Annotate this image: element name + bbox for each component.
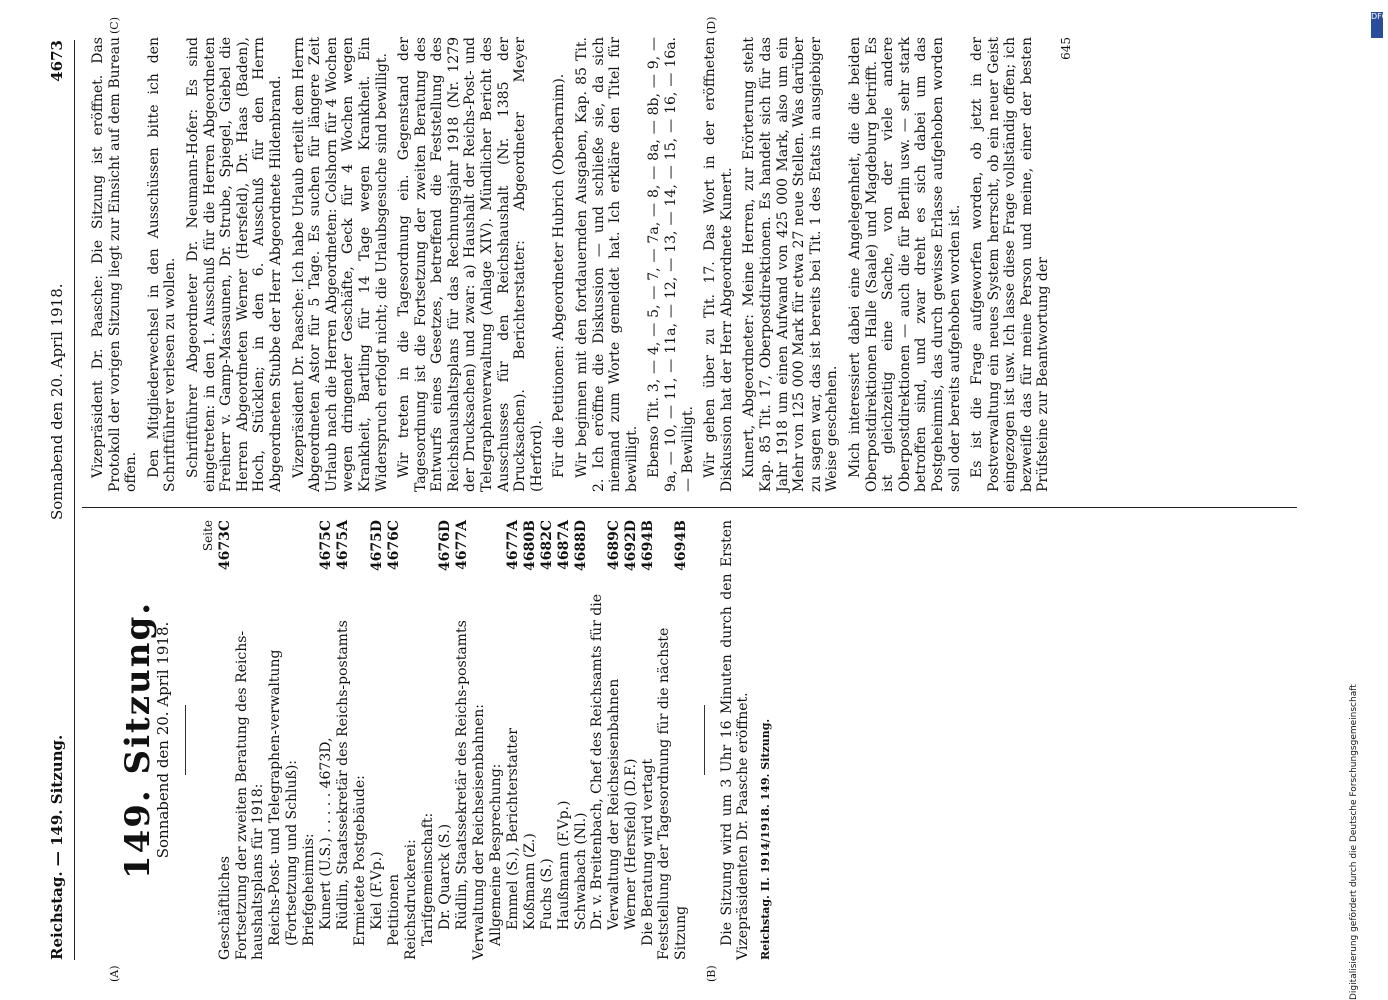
toc-entry-text: Dr. Quarck (S.)	[436, 823, 453, 930]
toc-entry	[470, 520, 487, 960]
toc-entry-text: Dr. v. Breitenbach, Chef des Reichsamts für die Verwaltung der Reichseisenbahnen	[589, 589, 622, 930]
toc-entry	[300, 520, 317, 960]
toc-entry	[622, 520, 639, 960]
toc-entry-text: Reichsdruckerei:	[402, 839, 419, 960]
toc-entry-text: Verwaltung der Reichseisenbahnen:	[470, 703, 487, 960]
toc-entry-page: 4675D	[368, 520, 385, 572]
toc-entry	[555, 520, 572, 960]
dfg-logo: DFG	[1371, 12, 1383, 38]
page-footer: Reichstag. II. 1914/1918. 149. Sitzung.	[758, 718, 772, 960]
toc-entry	[521, 520, 538, 960]
toc-entry	[572, 520, 589, 960]
margin-mark-c: (C)	[108, 17, 121, 34]
toc-entry-page: 4692D	[622, 520, 639, 572]
body-paragraph: Es ist die Frage aufgeworfen worden, ob jetzt in der Postverwaltung ein neues System herrscht, ob ein neuer Geist eingezogen ist usw. Ich lasse diese Frage vollständig offen; ich bezweifle das für meine Person und meine, einer der besten Prüfsteine zur Beantwortung der	[969, 37, 1052, 492]
toc-entry-page: 4677A	[453, 520, 470, 570]
toc-entry-page: 4676C	[385, 520, 402, 571]
toc-entry-page: 4673C	[217, 520, 234, 571]
body-paragraph: Mich interessiert dabei eine Angelegenheit, die die beiden Oberpostdirektionen Halle (Saale) und Magdeburg betrifft. Es ist gleichzeitig eine Sache, von der viele andere Oberpostdirektionen — auch die für Berlin usw. — sehr stark betroffen sind, und zwar dreht es sich dabei um das Postgeheimnis, das durch gewisse Erlasse aufgehoben worden soll oder bereits aufgehoben worden ist.	[846, 37, 963, 492]
opening-statement: Die Sitzung wird um 3 Uhr 16 Minuten durch den Ersten Vizepräsidenten Dr. Paasche eröffnet.	[718, 520, 752, 960]
toc-entry	[351, 520, 368, 960]
toc-entry	[419, 520, 436, 960]
toc-entry-text: Haußmann (F.Vp.)	[555, 800, 572, 930]
toc-entry	[267, 520, 300, 960]
toc-entry-page: 4694B	[672, 520, 689, 571]
body-paragraph: Wir treten in die Tagesordnung ein. Gegenstand der Tagesordnung ist die Fortsetzung der zweiten Beratung des Entwurfs eines Gesetzes, betreffend die Feststellung des Reichshaushaltsplans für das Rechnungsjahr 1918 (Nr. 1279 der Drucksachen) und zwar: a) Haushalt der Reichs-Post- und Telegraphenverwaltung (Anlage XIV). Mündlicher Bericht des Ausschusses für den Reichshaushalt (Nr. 1385 der Drucksachen). Berichterstatter: Abgeordneter Meyer (Herford).	[396, 37, 545, 492]
toc-entry-text: Fuchs (S.)	[538, 858, 555, 930]
body-paragraph: Ebenso Tit. 3, — 4, — 5, — 7, — 7a, — 8, — 8a, — 8b, — 9, — 9a, — 10, — 11, — 11a, — 12, — 13, — 14, — 15, — 16, — 16a. — Bewilligt.	[646, 37, 696, 492]
toc-entry	[453, 520, 470, 960]
header-rule	[74, 40, 75, 960]
toc-entry-text: Geschäftliches	[217, 856, 234, 960]
toc-entry	[217, 520, 234, 960]
digitization-credit	[1349, 12, 1388, 1000]
toc-entry-text: Emmel (S.), Berichterstatter	[504, 728, 521, 930]
toc-entry-text: Werner (Hersfeld) (D.F.)	[622, 758, 639, 930]
header-left: Reichstag. — 149. Sitzung.	[48, 734, 66, 960]
toc-entry	[639, 520, 656, 960]
left-column	[90, 520, 774, 960]
toc-entry-text: Koßmann (Z.)	[521, 833, 538, 930]
toc-entry-text: Tarifgemeinschaft:	[419, 812, 436, 946]
toc-entry	[538, 520, 555, 960]
margin-mark-b: (B)	[705, 965, 718, 982]
toc-entry-page: 4688D	[572, 520, 589, 572]
body-paragraph: Schriftführer Abgeordneter Dr. Neumann-Hofer: Es sind eingetreten: in den 1. Ausschuß für die Herren Abgeordneten Freiherr v. Gamp-Massaunen, Dr. Strube, Spiegel, Giebel die Herren Abgeordneten Werner (Hersfeld), Dr. Haas (Baden), Hoch, Stücklen; in den 6. Ausschuß für den Herrn Abgeordneten Stubbe der Herr Abgeordnete Hildenbrand.	[184, 37, 284, 492]
toc-entry-text: Petitionen	[385, 873, 402, 946]
toc-entry	[436, 520, 453, 960]
page-number: 4673	[48, 40, 66, 82]
toc-entry	[368, 520, 385, 960]
title-rule	[185, 705, 186, 775]
header-date: Sonnabend den 20. April 1918.	[48, 283, 66, 520]
toc-entry	[402, 520, 419, 960]
toc-entry-text: Rüdlin, Staatssekretär des Reichs-postamts	[334, 620, 351, 930]
toc-entry	[385, 520, 402, 960]
toc-entry	[504, 520, 521, 960]
toc-entry-text: Allgemeine Besprechung:	[487, 763, 504, 946]
column-divider	[82, 507, 1297, 508]
toc-entry-text: Reichs-Post- und Telegraphen-verwaltung (Fortsetzung und Schluß):	[266, 645, 300, 946]
toc-entry-text: Kiel (F.Vp.)	[368, 851, 385, 930]
body-paragraph: Vizepräsident Dr. Paasche: Ich habe Urlaub erteilt dem Herrn Abgeordneten Astor für 5 Tage. Es suchen für längere Zeit Urlaub nach die Herren Abgeordneten: Colshorn für 4 Wochen wegen dringender Geschäfte, Geck für 4 Wochen wegen Krankheit, Bartling für 14 Tage wegen Krankheit. Ein Widerspruch erfolgt nicht; die Urlaubsgesuche sind bewilligt.	[290, 37, 390, 492]
body-paragraph: Wir beginnen mit den fortdauernden Ausgaben, Kap. 85 Tit. 2. Ich eröffne die Diskussion — und schließe sie, da sich niemand zum Worte gemeldet hat. Ich erkläre den Titel für bewilligt.	[574, 37, 640, 492]
toc-entry	[317, 520, 334, 960]
toc-entry-page: 4675C	[317, 520, 334, 571]
running-header	[48, 40, 72, 960]
toc-entry-text: Schwabach (Nl.)	[572, 812, 589, 930]
toc-entry-page: 4682C	[538, 520, 555, 571]
credit-text: Digitalisierung gefördert durch die Deutsche Forschungsgemeinschaft	[1349, 684, 1359, 1000]
body-paragraph: Vizepräsident Dr. Paasche: Die Sitzung ist eröffnet. Das Protokoll der vorigen Sitzung liegt zur Einsicht auf dem Bureau offen.	[90, 37, 140, 492]
toc-rule	[704, 705, 705, 775]
margin-mark-d: (D)	[705, 16, 718, 34]
body-paragraph: Kunert, Abgeordneter: Meine Herren, zur Erörterung steht Kap. 85 Tit. 17, Oberpostdirektionen. Es handelt sich für das Jahr 1918 um einen Aufwand von 425 000 Mark, also um ein Mehr von 125 000 Mark für etwa 27 neue Stellen. Was darüber zu sagen war, das ist bereits bei Tit. 1 des Etats in ausgiebiger Weise geschehen.	[741, 37, 841, 492]
body-paragraph: Wir gehen über zu Tit. 17. Das Wort in der eröffneten Diskussion hat der Herr Abgeordnete Kunert.	[702, 37, 735, 492]
toc-entry-text: Ermietete Postgebäude:	[351, 775, 368, 946]
toc-entry	[589, 520, 622, 960]
right-column	[90, 37, 1075, 492]
toc-entry-page: 4680B	[521, 520, 538, 571]
session-title: 149. Sitzung.	[118, 600, 158, 880]
toc-entry-page: 4687A	[555, 520, 572, 570]
signature-mark: 645	[1059, 37, 1074, 60]
toc-entry-text: Briefgeheimnis:	[300, 833, 317, 946]
margin-mark-a: (A)	[108, 965, 121, 982]
toc-entry	[656, 520, 689, 960]
toc-entry-page: 4689C	[605, 520, 622, 571]
toc-entry-page: 4694B	[639, 520, 656, 571]
toc-entry-page: 4676D	[436, 520, 453, 572]
toc-entry-text: Fortsetzung der zweiten Beratung des Reichs-haushaltsplans für 1918:	[233, 630, 267, 960]
toc-entry	[334, 520, 351, 960]
toc-entry-text: Die Beratung wird vertagt	[639, 758, 656, 946]
toc-entry	[234, 520, 267, 960]
session-date: Sonnabend den 20. April 1918.	[153, 621, 172, 859]
toc-entry	[487, 520, 504, 960]
seite-label: Seite	[201, 520, 216, 552]
toc-entry-text: Rüdlin, Staatssekretär des Reichs-postamts	[453, 620, 470, 930]
toc-entry-text: Feststellung der Tagesordnung für die nächste Sitzung	[656, 623, 689, 960]
toc-entry-text: Kunert (U.S.) . . . . . 4673D,	[317, 737, 334, 930]
body-paragraph: Den Mitgliederwechsel in den Ausschüssen bitte ich den Schriftführer verlesen zu wollen.	[145, 37, 179, 492]
toc-entry-page: 4675A	[334, 520, 351, 570]
table-of-contents	[217, 520, 690, 960]
body-paragraph: Für die Petitionen: Abgeordneter Hubrich (Oberbarnim).	[551, 73, 568, 478]
toc-entry-page: 4677A	[504, 520, 521, 570]
